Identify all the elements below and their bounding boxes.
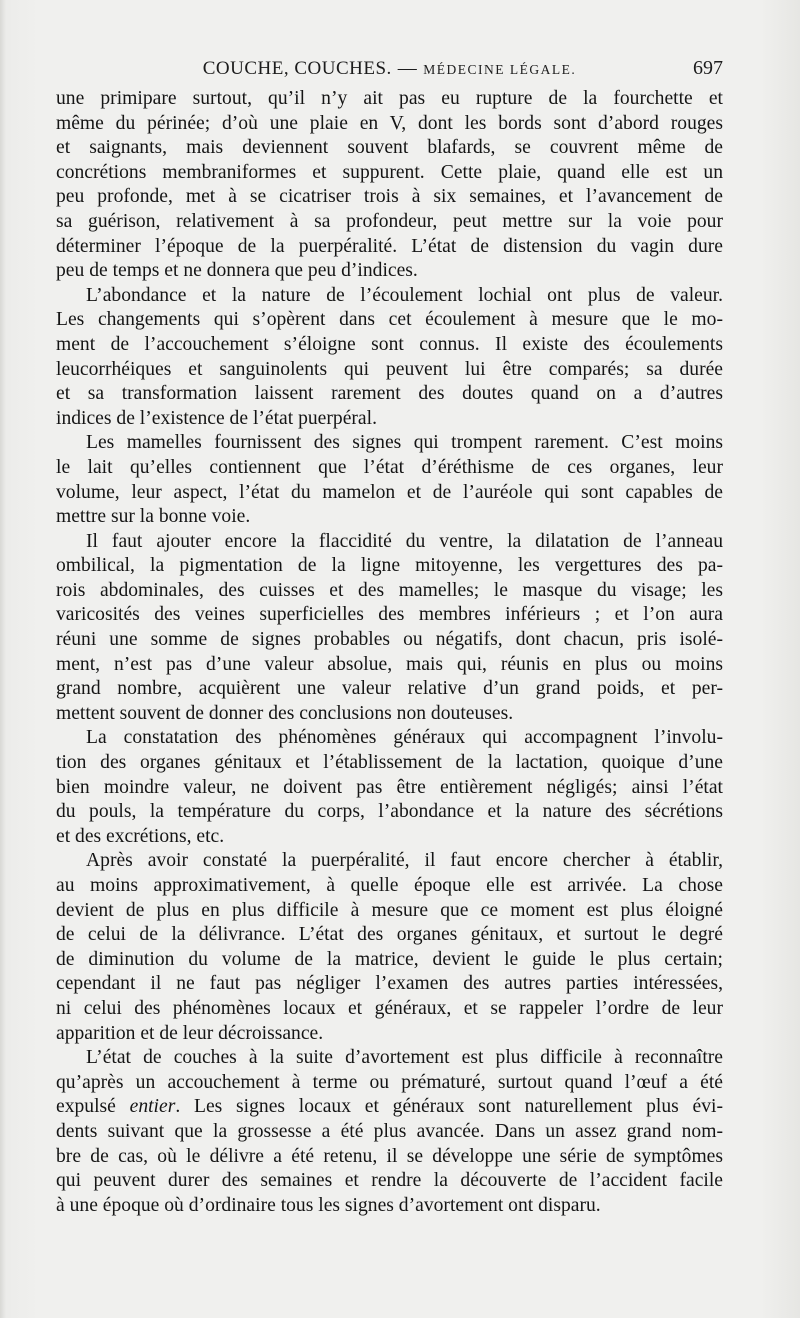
paragraph <box>56 431 723 529</box>
running-title <box>56 58 723 80</box>
text-line: Les mamelles fournissent des signes qui trompent rarement. C’est moins <box>86 432 723 454</box>
text-line: ment de l’accouchement s’éloigne sont connus. Il existe des écoulements <box>56 333 723 355</box>
text-line: réuni une somme de signes probables ou négatifs, dont chacun, pris isolé- <box>56 629 723 651</box>
text-line: à une époque où d’ordinaire tous les signes d’avortement ont disparu. <box>56 1194 601 1216</box>
text-line: varicosités des veines superficielles des membres inférieurs ; et l’on aura <box>56 604 723 626</box>
text-line: au moins approximativement, à quelle époque elle est arrivée. La chose <box>56 875 723 896</box>
text-line: bien moindre valeur, ne doivent pas être entièrement négligés; ainsi l’état <box>56 776 723 798</box>
text-line: Il faut ajouter encore la flaccidité du ventre, la dilatation de l’anneau <box>86 530 723 552</box>
text-line: grand nombre, acquièrent une valeur relative d’un grand poids, et per- <box>56 678 723 700</box>
text-line: même du périnée; d’où une plaie en V, dont les bords sont d’abord rouges <box>56 112 723 134</box>
paragraph <box>56 284 723 432</box>
body-text <box>56 87 723 1218</box>
text-line: ment, n’est pas d’une valeur absolue, mais qui, réunis en plus ou moins <box>56 653 723 675</box>
text-line: ombilical, la pigmentation de la ligne mitoyenne, les vergettures des pa- <box>56 555 723 577</box>
text-line: rois abdominales, des cuisses et des mamelles; le masque du visage; les <box>56 579 723 601</box>
text-line: qu’après un accouchement à terme ou prématuré, surtout quand l’œuf a été <box>56 1071 723 1093</box>
text-line: mettent souvent de donner des conclusions non douteuses. <box>56 702 514 724</box>
text-line: peu de temps et ne donnera que peu d’indices. <box>56 260 418 282</box>
paragraph <box>56 726 723 849</box>
text-line: concrétions membraniformes et suppurent. Cette plaie, quand elle est un <box>56 161 723 183</box>
text-line: cependant il ne faut pas négliger l’examen des autres parties intéressées, <box>56 973 723 995</box>
text-line: une primipare surtout, qu’il n’y ait pas eu rupture de la fourchette et <box>56 88 723 109</box>
paragraph <box>56 1046 723 1218</box>
text-line: apparition et de leur décroissance. <box>56 1022 324 1044</box>
text-line: leucorrhéiques et sanguinolents qui peuvent lui être comparés; sa durée <box>56 358 723 380</box>
paragraph <box>56 530 723 727</box>
text-line: dents suivant que la grossesse a été plus avancée. Dans un assez grand nom- <box>56 1120 723 1142</box>
text-line: bre de cas, où le délivre a été retenu, il se développe une série de symptômes <box>56 1145 723 1167</box>
text-line: de celui de la délivrance. L’état des organes génitaux, et surtout le degré <box>56 924 723 946</box>
text-line: et saignants, mais deviennent souvent blafards, se couvrent même de <box>56 137 723 159</box>
text-line: et des excrétions, etc. <box>56 825 225 847</box>
text-line: déterminer l’époque de la puerpéralité. L’état de distension du vagin dure <box>56 235 723 257</box>
text-line: volume, leur aspect, l’état du mamelon et de l’auréole qui sont capables de <box>56 481 723 503</box>
text-line: de diminution du volume de la matrice, devient le guide le plus certain; <box>56 948 723 970</box>
text-line: L’abondance et la nature de l’écoulement lochial ont plus de valeur. <box>86 284 723 306</box>
header-title: COUCHE, COUCHES. <box>202 58 392 79</box>
header-subtitle: MÉDECINE LÉGALE. <box>423 62 577 77</box>
text-line: le lait qu’elles contiennent que l’état d’éréthisme de ces organes, leur <box>56 456 723 478</box>
text-line: peu profonde, met à se cicatriser trois à six semaines, et l’avancement de <box>56 186 723 208</box>
text-line: Les changements qui s’opèrent dans cet écoulement à mesure que le mo- <box>56 309 723 331</box>
text-line: du pouls, la température du corps, l’abondance et la nature des sécrétions <box>56 801 723 823</box>
text-line: ni celui des phénomènes locaux et généraux, et se rappeler l’ordre de leur <box>56 997 723 1019</box>
text-line: sa guérison, relativement à sa profondeur, peut mettre sur la voie pour <box>56 210 723 232</box>
text-line: expulsé entier. Les signes locaux et généraux sont naturellement plus évi- <box>56 1096 723 1118</box>
paragraph <box>56 87 723 284</box>
text-line: indices de l’existence de l’état puerpéral. <box>56 407 377 429</box>
paragraph <box>56 849 723 1046</box>
text-line: L’état de couches à la suite d’avortement est plus difficile à reconnaître <box>86 1047 723 1069</box>
page-number: 697 <box>693 57 723 79</box>
text-line: tion des organes génitaux et l’établissement de la lactation, quoique d’une <box>56 752 723 774</box>
text-line: Après avoir constaté la puerpéralité, il faut encore chercher à établir, <box>86 850 723 872</box>
header-dash: — <box>397 58 418 79</box>
running-header <box>56 56 723 82</box>
text-line: qui peuvent durer des semaines et rendre la découverte de l’accident facile <box>56 1170 723 1192</box>
text-line: et sa transformation laissent rarement des doutes quand on a d’autres <box>56 383 723 405</box>
text-line: La constatation des phénomènes généraux qui accompagnent l’involu- <box>86 727 723 749</box>
text-line: devient de plus en plus difficile à mesure que ce moment est plus éloigné <box>56 899 723 921</box>
text-line: mettre sur la bonne voie. <box>56 506 251 528</box>
